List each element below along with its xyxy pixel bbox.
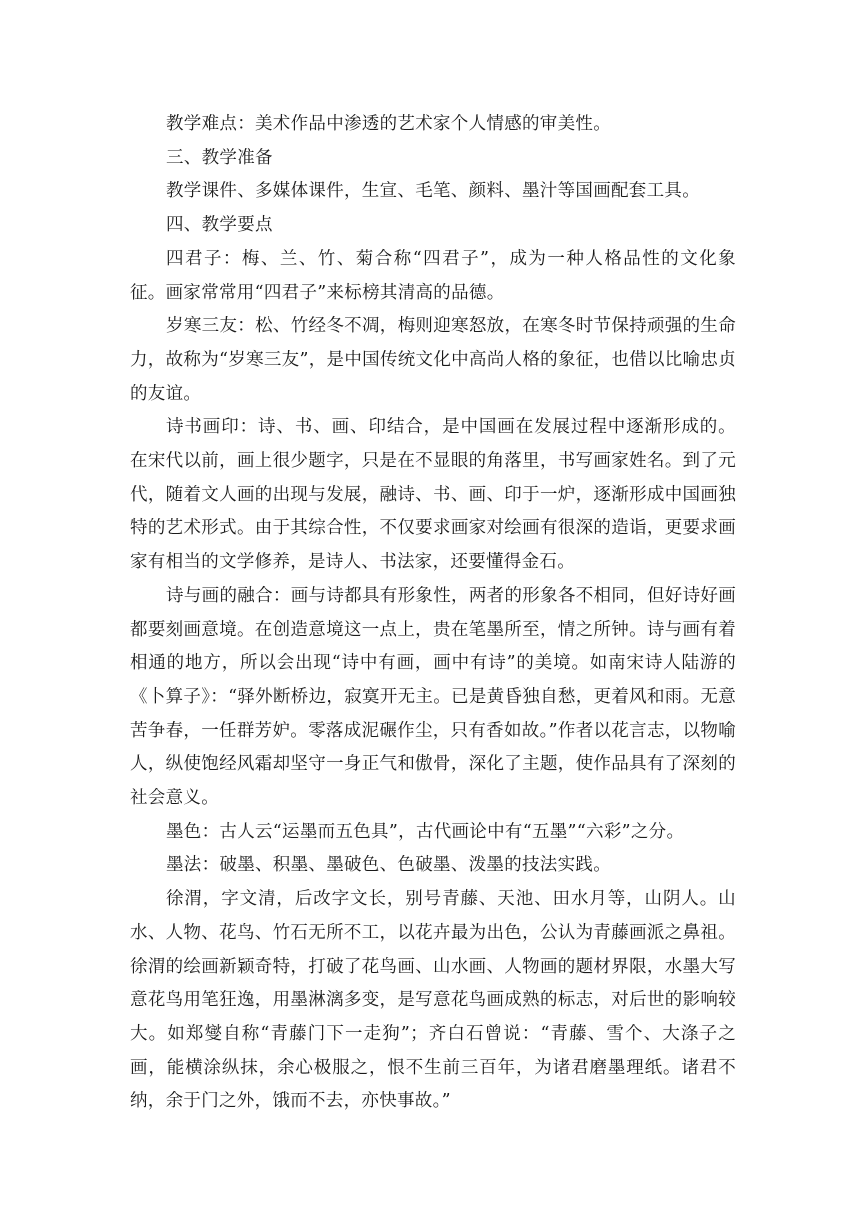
- preparation-paragraph: 教学课件、多媒体课件，生宣、毛笔、颜料、墨汁等国画配套工具。: [166, 181, 700, 202]
- section-heading-preparation: 三、教学准备: [166, 147, 273, 168]
- xu-wei-paragraph: 徐渭，字文清，后改字文长，别号青藤、天池、田水月等，山阴人。山水、人物、花鸟、竹石无所不工，以花卉最为出色，公认为青藤画派之鼻祖。徐渭的绘画新颖奇特，打破了花鸟画、山水画、人物画的题材界限，水墨大写意花鸟用笔狂逸，用墨淋漓多变，是写意花鸟画成熟的标志，对后世的影响较大。如郑燮自称“青藤门下一走狗”；齐白石曾说：“青藤、雪个、大涤子之画，能横涂纵抹，余心极服之，恨不生前三百年，为诸君磨墨理纸。诸君不纳，余于门之外，饿而不去，亦快事故。”: [130, 889, 736, 1112]
- ink-technique-paragraph: 墨法：破墨、积墨、墨破色、色破墨、泼墨的技法实践。: [166, 855, 611, 876]
- three-friends-paragraph: 岁寒三友：松、竹经冬不凋，梅则迎寒怒放，在寒冬时节保持顽强的生命力，故称为“岁寒三友”，是中国传统文化中高尚人格的象征，也借以比喻忠贞的友谊。: [130, 316, 736, 404]
- four-gentlemen-paragraph: 四君子：梅、兰、竹、菊合称“四君子”，成为一种人格品性的文化象征。画家常常用“四君子”来标榜其清高的品德。: [130, 248, 736, 303]
- ink-color-paragraph: 墨色：古人云“运墨而五色具”，古代画论中有“五墨”“六彩”之分。: [166, 821, 685, 842]
- poetry-painting-fusion-paragraph: 诗与画的融合：画与诗都具有形象性，两者的形象各不相同，但好诗好画都要刻画意境。在创造意境这一点上，贵在笔墨所至，情之所钟。诗与画有着相通的地方，所以会出现“诗中有画，画中有诗”的美境。如南宋诗人陆游的《卜算子》：“驿外断桥边，寂寞开无主。已是黄昏独自愁，更着风和雨。无意苦争春，一任群芳妒。零落成泥碾作尘，只有香如故。”作者以花言志，以物喻人，纵使饱经风霜却坚守一身正气和傲骨，深化了主题，使作品具有了深刻的社会意义。: [130, 585, 736, 809]
- section-heading-key-points: 四、教学要点: [166, 215, 273, 236]
- teaching-difficulty-paragraph: 教学难点：美术作品中渗透的艺术家个人情感的审美性。: [166, 114, 611, 134]
- document-page: [130, 108, 736, 1119]
- poetry-calligraphy-painting-seal-paragraph: 诗书画印：诗、书、画、印结合，是中国画在发展过程中逐渐形成的。 在宋代以前，画上很少题字，只是在不显眼的角落里，书写画家姓名。到了元代，随着文人画的出现与发展，融诗、书、画、印于一炉，逐渐形成中国画独特的艺术形式。由于其综合性，不仅要求画家对绘画有很深的造诣，更要求画家有相当的文学修养，是诗人、书法家，还要懂得金石。: [130, 417, 736, 573]
